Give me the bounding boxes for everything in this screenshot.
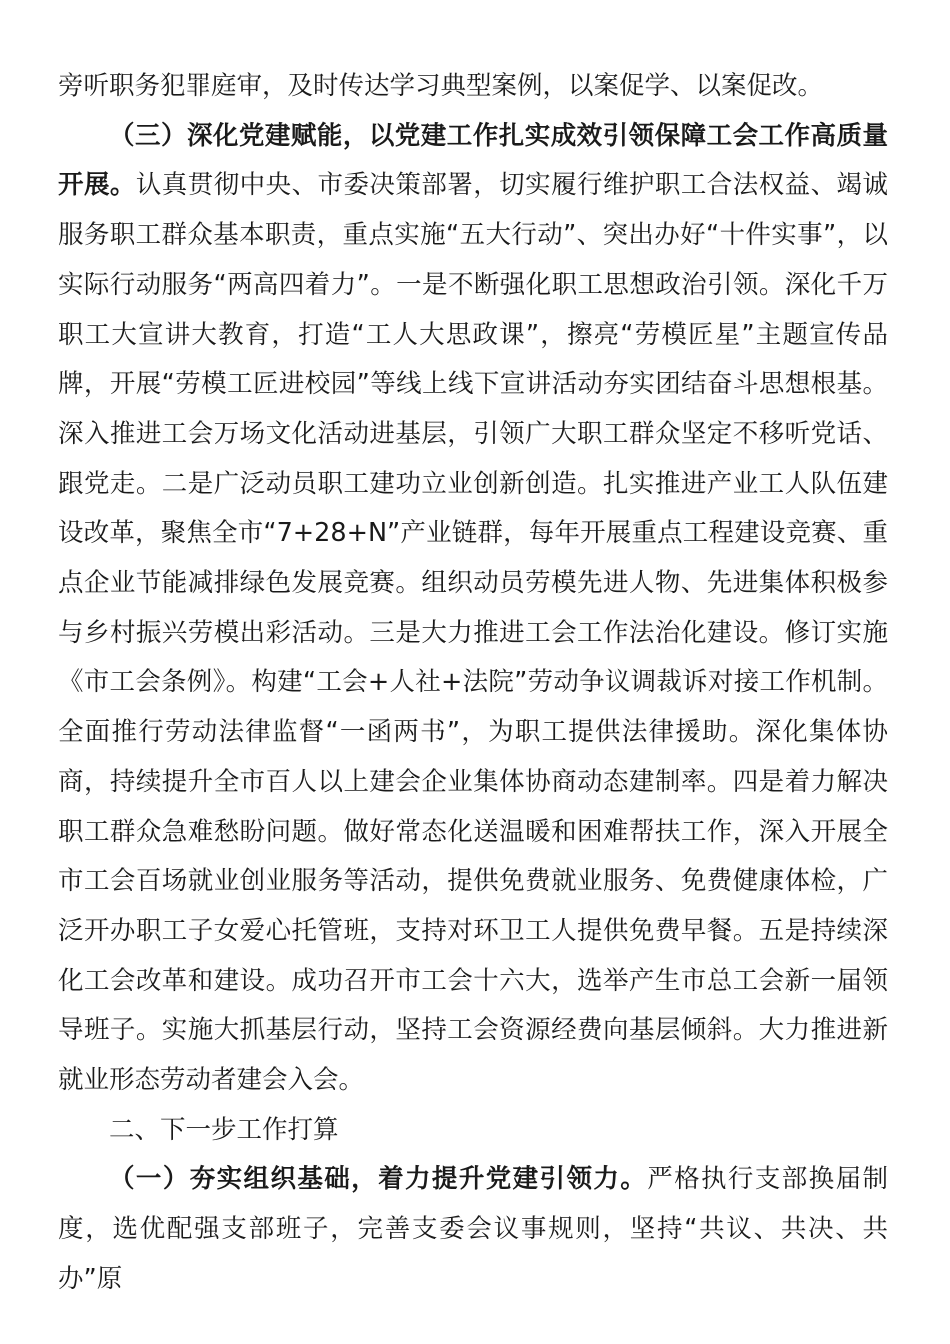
section-3-heading: （三）深化党建赋能，以党建工作扎实成效引领保障工会工作高质量开展。 (58, 120, 888, 201)
section-3-paragraph (58, 112, 888, 1106)
part-2-heading: 二、下一步工作打算 (109, 1114, 339, 1145)
subsection-1-body: 严格执行支部换届制度，选优配强支部班子，完善支委会议事规则，坚持“共议、共决、共办”原 (58, 1164, 888, 1294)
subsection-1-heading: （一）夯实组织基础，着力提升党建引领力。 (109, 1164, 648, 1195)
section-3-body: 认真贯彻中央、市委决策部署，切实履行维护职工合法权益、竭诚服务职工群众基本职责，重点实施“五大行动”、突出办好“十件实事”，以实际行动服务“两高四着力”。一是不断强化职工思想政治引领。深化千万职工大宣讲大教育，打造“工人大思政课”，擦亮“劳模匠星”主题宣传品牌，开展“劳模工匠进校园”等线上线下宣讲活动夯实团结奋斗思想根基。深入推进工会万场文化活动进基层，引领广大职工群众坚定不移听党话、跟党走。二是广泛动员职工建功立业创新创造。扎实推进产业工人队伍建设改革，聚焦全市“7+28+N”产业链群，每年开展重点工程建设竞赛、重点企业节能减排绿色发展竞赛。组织动员劳模先进人物、先进集体积极参与乡村振兴劳模出彩活动。三是大力推进工会工作法治化建设。修订实施《市工会条例》。构建“工会+人社+法院”劳动争议调裁诉对接工作机制。全面推行劳动法律监督“一函两书”，为职工提供法律援助。深化集体协商，持续提升全市百人以上建会企业集体协商动态建制率。四是着力解决职工群众急难愁盼问题。做好常态化送温暖和困难帮扶工作，深入开展全市工会百场就业创业服务等活动，提供免费就业服务、免费健康体检，广泛开办职工子女爱心托管班，支持对环卫工人提供免费早餐。五是持续深化工会改革和建设。成功召开市工会十六大，选举产生市总工会新一届领导班子。实施大抓基层行动，坚持工会资源经费向基层倾斜。大力推进新就业形态劳动者建会入会。 (58, 170, 888, 1096)
document-body (58, 62, 888, 1305)
subsection-1-paragraph (58, 1155, 888, 1304)
carry-over-paragraph: 旁听职务犯罪庭审，及时传达学习典型案例，以案促学、以案促改。 (58, 71, 824, 101)
